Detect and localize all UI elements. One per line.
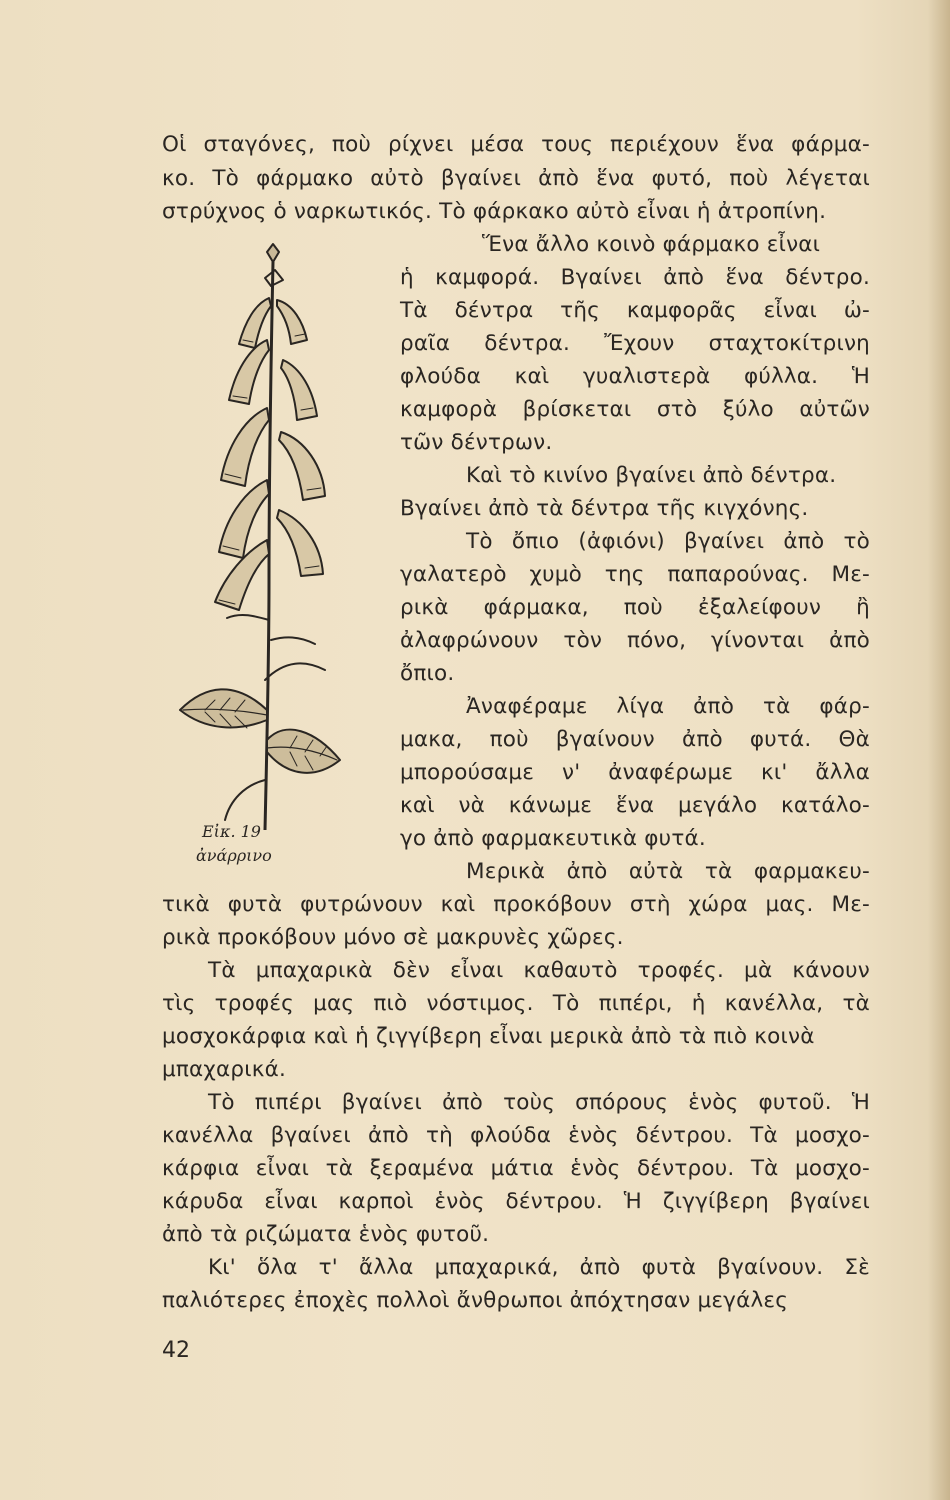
- text-line: μοσχοκάρφια καὶ ἡ ζιγγίβερη εἶναι μερικὰ ἀπὸ τὰ πιὸ κοινὰ: [162, 1024, 815, 1049]
- text-line: γο ἀπὸ φαρμακευτικὰ φυτά.: [400, 826, 706, 851]
- foxglove-illustration: [175, 240, 360, 830]
- page-number: 42: [162, 1338, 190, 1363]
- text-line: ὄπιο.: [400, 661, 455, 686]
- text-line: ρικὰ φάρμακα, ποὺ ἐξαλείφουν ἢ: [400, 595, 870, 620]
- text-line: κανέλλα βγαίνει ἀπὸ τὴ φλούδα ἑνὸς δέντρου. Τὰ μοσχο-: [162, 1123, 870, 1148]
- text-line: Οἱ σταγόνες, ποὺ ρίχνει μέσα τους περιέχουν ἕνα φάρμα-: [162, 132, 870, 157]
- figure-caption-number: Εἰκ. 19: [202, 822, 261, 841]
- text-line: Βγαίνει ἀπὸ τὰ δέντρα τῆς κιγχόνης.: [400, 496, 809, 521]
- text-line: ἀλαφρώνουν τὸν πόνο, γίνονται ἀπὸ: [400, 628, 870, 653]
- text-line: στρύχνος ὁ ναρκωτικός. Τὸ φάρκακο αὐτὸ εἶναι ἡ ἀτροπίνη.: [162, 199, 827, 224]
- figure-caption-name: ἀνάρρινο: [196, 846, 272, 865]
- text-line: Μερικὰ ἀπὸ αὐτὰ τὰ φαρμακευ-: [466, 859, 870, 884]
- text-line: Τὸ ὄπιο (ἀφιόνι) βγαίνει ἀπὸ τὸ: [466, 529, 870, 554]
- text-line: καμφορὰ βρίσκεται στὸ ξύλο αὐτῶν: [400, 397, 870, 422]
- text-line: Κι' ὅλα τ' ἄλλα μπαχαρικά, ἀπὸ φυτὰ βγαίνουν. Σὲ: [208, 1255, 870, 1280]
- text-line: καὶ νὰ κάνωμε ἕνα μεγάλο κατάλο-: [400, 793, 870, 818]
- text-line: ἀπὸ τὰ ριζώματα ἑνὸς φυτοῦ.: [162, 1222, 490, 1247]
- text-line: Τὰ μπαχαρικὰ δὲν εἶναι καθαυτὸ τροφές. μὰ κάνουν: [208, 958, 870, 983]
- text-line: Ἀναφέραμε λίγα ἀπὸ τὰ φάρ-: [466, 694, 870, 719]
- text-line: μακα, ποὺ βγαίνουν ἀπὸ φυτά. Θὰ: [400, 727, 870, 752]
- text-line: Καὶ τὸ κινίνο βγαίνει ἀπὸ δέντρα.: [466, 463, 837, 488]
- text-line: μπορούσαμε ν' ἀναφέρωμε κι' ἄλλα: [400, 760, 870, 785]
- text-line: παλιότερες ἐποχὲς πολλοὶ ἄνθρωποι ἀπόχτησαν μεγάλες: [162, 1288, 789, 1313]
- text-line: κάρυδα εἶναι καρποὶ ἑνὸς δέντρου. Ἡ ζιγγίβερη βγαίνει: [162, 1189, 870, 1214]
- text-line: μπαχαρικά.: [162, 1057, 286, 1082]
- text-line: ἡ καμφορά. Βγαίνει ἀπὸ ἕνα δέντρο.: [400, 265, 870, 290]
- text-line: τὶς τροφές μας πιὸ νόστιμος. Τὸ πιπέρι, ἡ κανέλλα, τὰ: [162, 991, 870, 1016]
- text-line: τῶν δέντρων.: [400, 430, 553, 455]
- text-line: κάρφια εἶναι τὰ ξεραμένα μάτια ἑνὸς δέντρου. Τὰ μοσχο-: [162, 1156, 870, 1181]
- text-line: τικὰ φυτὰ φυτρώνουν καὶ προκόβουν στὴ χώρα μας. Με-: [162, 892, 870, 917]
- text-line: Τὰ δέντρα τῆς καμφορᾶς εἶναι ὠ-: [400, 298, 870, 323]
- text-line: ραῖα δέντρα. Ἔχουν σταχτοκίτρινη: [400, 331, 870, 356]
- page-edge-shadow: [928, 0, 950, 1500]
- text-line: κο. Τὸ φάρμακο αὐτὸ βγαίνει ἀπὸ ἕνα φυτό, ποὺ λέγεται: [162, 166, 870, 191]
- text-line: φλούδα καὶ γυαλιστερὰ φύλλα. Ἡ: [400, 364, 870, 389]
- text-line: γαλατερὸ χυμὸ της παπαρούνας. Με-: [400, 562, 870, 587]
- text-line: Ἕνα ἄλλο κοινὸ φάρμακο εἶναι: [482, 232, 821, 257]
- text-line: ρικὰ προκόβουν μόνο σὲ μακρυνὲς χῶρες.: [162, 925, 624, 950]
- text-line: Τὸ πιπέρι βγαίνει ἀπὸ τοὺς σπόρους ἑνὸς φυτοῦ. Ἡ: [208, 1090, 870, 1115]
